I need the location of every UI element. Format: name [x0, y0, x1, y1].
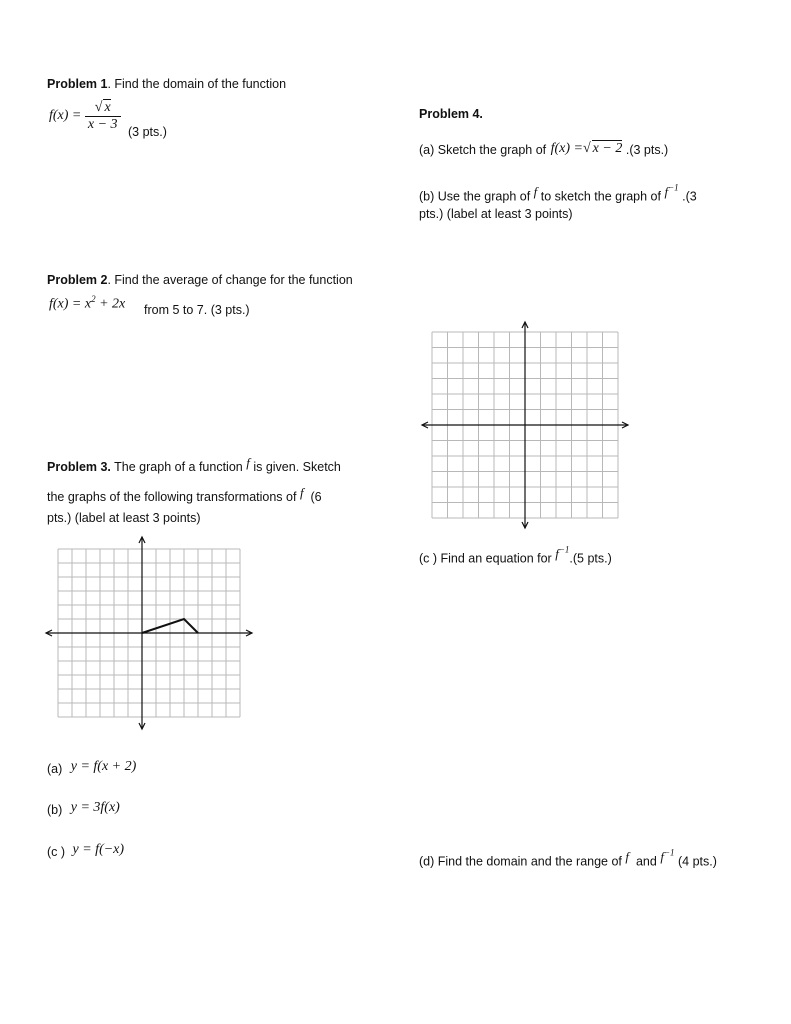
part-b-label: (b) [47, 803, 63, 817]
problem2-exponent: 2 [91, 294, 96, 304]
problem2-heading [47, 272, 353, 288]
problem3-line2-text: the graphs of the following transformations of [47, 490, 297, 504]
problem3-part-b [47, 801, 120, 819]
problem1-points: (3 pts.) [128, 125, 167, 139]
problem3-line1 [47, 455, 341, 475]
problem3-points: (6 [310, 490, 322, 504]
problem4-c-finv-sup: −1 [558, 545, 570, 555]
problem4-a-radicand: x − 2 [592, 141, 623, 156]
problem3-text1: The graph of a function [110, 460, 243, 474]
problem2-rhs: + 2x [95, 296, 126, 312]
part-c-label: (c ) [47, 845, 66, 859]
problem1-numerator: x [104, 100, 111, 115]
problem3-part-c [47, 843, 124, 861]
problem4-d-text: (d) Find the domain and the range of [419, 854, 622, 869]
problem4-d-finv-sup: −1 [663, 848, 675, 858]
problem1-formula [49, 99, 121, 133]
problem3-graph [40, 535, 265, 740]
problem4-d-points: (4 pts.) [678, 854, 717, 869]
problem4-part-a [419, 141, 668, 159]
problem2-formula [49, 294, 125, 313]
problem1-heading [47, 76, 286, 92]
problem4-part-d [419, 849, 717, 869]
problem4-a-lhs: f(x) = [550, 141, 583, 156]
problem4-b-text2: to sketch the graph of [540, 189, 661, 204]
problem2-tail: from 5 to 7. (3 pts.) [144, 303, 250, 317]
problem4-b-f: f [533, 184, 538, 200]
problem4-c-finv-base: f [555, 546, 559, 562]
problem4-b-line2: pts.) (label at least 3 points) [419, 207, 573, 221]
problem3-f1: f [246, 455, 250, 470]
problem3-part-a [47, 760, 136, 778]
problem3-line2 [47, 485, 322, 505]
problem3-label: Problem 3. [47, 460, 111, 474]
problem4-a-text: (a) Sketch the graph of [419, 143, 547, 157]
problem3-text2: is given. Sketch [253, 460, 341, 474]
problem1-text: . Find the domain of the function [107, 77, 287, 91]
problem4-b-text1: (b) Use the graph of [419, 189, 531, 204]
problem4-label: Problem 4. [419, 107, 483, 121]
problem4-part-b [419, 184, 697, 204]
problem4-b-finv-base: f [664, 184, 669, 200]
problem3-f2: f [299, 485, 304, 500]
problem1-fraction: $\frac{√ x}{x - 3}$ [85, 99, 121, 133]
problem2-lhs: f(x) = x [49, 296, 92, 312]
part-b-expr: y = 3f(x) [70, 800, 120, 815]
problem4-b-points: .(3 [682, 189, 697, 204]
problem1-denominator: x − 3 [87, 117, 118, 132]
problem4-d-finv [660, 849, 674, 864]
problem4-a-points: .(3 pts.) [625, 143, 669, 157]
problem4-c-finv [555, 546, 569, 561]
part-c-expr: y = f(−x) [72, 842, 125, 857]
problem4-c-text: (c ) Find an equation for [419, 551, 552, 566]
problem4-part-c [419, 546, 612, 566]
problem4-b-finv-sup: −1 [668, 183, 679, 193]
problem2-label: Problem 2 [47, 273, 108, 287]
part-a-label: (a) [47, 762, 63, 776]
problem4-c-points: .(5 pts.) [569, 551, 612, 566]
problem1-label: Problem 1 [47, 77, 108, 91]
problem4-d-f: f [625, 849, 630, 865]
problem2-text: . Find the average of change for the function [107, 273, 353, 287]
problem3-line3: pts.) (label at least 3 points) [47, 511, 201, 525]
problem4-d-finv-base: f [660, 849, 664, 865]
problem4-a-formula: f(x) =√ x − 2 [550, 141, 623, 156]
problem1-lhs: f(x) = [49, 108, 82, 124]
part-a-expr: y = f(x + 2) [70, 759, 137, 774]
problem4-b-finv [664, 184, 678, 199]
problem4-d-and: and [635, 854, 657, 869]
problem4-graph [418, 322, 633, 524]
